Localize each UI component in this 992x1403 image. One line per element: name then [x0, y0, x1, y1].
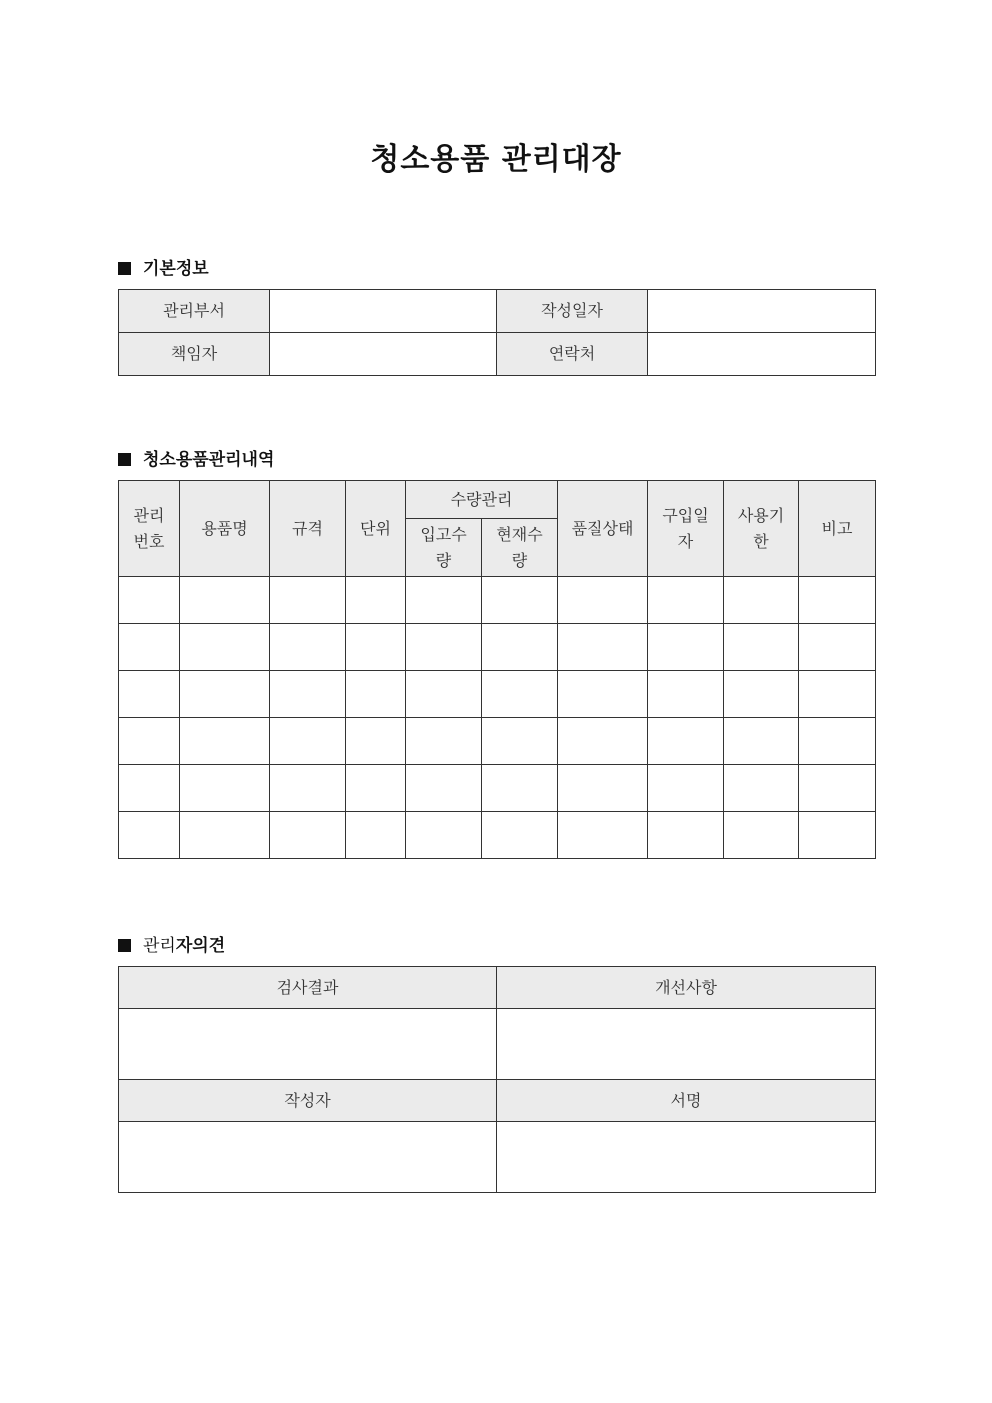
page-title: 청소용품 관리대장: [370, 142, 622, 177]
section-items-heading: [118, 445, 274, 470]
department-label: 관리부서: [119, 290, 270, 333]
basic-info-table: [118, 289, 876, 376]
signature-field[interactable]: [497, 1122, 876, 1193]
table-row: [119, 333, 876, 376]
result-label: 검사결과: [119, 967, 497, 1009]
header-name: 용품명: [180, 481, 270, 577]
table-row: [119, 624, 876, 671]
manager-label: 책임자: [119, 333, 270, 376]
table-row: [119, 671, 876, 718]
header-buy-date: 구입일 자: [648, 481, 724, 577]
table-row: [119, 1122, 876, 1193]
result-field[interactable]: [119, 1009, 497, 1080]
department-field[interactable]: [270, 290, 497, 333]
improvement-label: 개선사항: [497, 967, 876, 1009]
section-opinion-heading: [118, 931, 225, 956]
table-row: [119, 577, 876, 624]
header-spec: 규격: [270, 481, 346, 577]
section-basic-label: 기본정보: [143, 259, 209, 279]
square-bullet-icon: [118, 939, 131, 952]
section-opinion-label-bold: 자의견: [175, 936, 226, 956]
header-unit: 단위: [346, 481, 406, 577]
header-quality: 품질상태: [558, 481, 648, 577]
table-header-row: [119, 967, 876, 1009]
header-qty-in: 입고수 량: [406, 519, 482, 577]
table-header-row: [119, 481, 876, 519]
table-row: [119, 812, 876, 859]
author-field[interactable]: [119, 1122, 497, 1193]
header-expire: 사용기 한: [724, 481, 799, 577]
items-table: [118, 480, 876, 859]
section-basic-heading: [118, 254, 209, 279]
date-label: 작성일자: [497, 290, 648, 333]
header-qty-group: 수량관리: [406, 481, 558, 519]
date-field[interactable]: [648, 290, 876, 333]
square-bullet-icon: [118, 262, 131, 275]
header-qty-now: 현재수 량: [482, 519, 558, 577]
square-bullet-icon: [118, 453, 131, 466]
table-row: [119, 1009, 876, 1080]
improvement-field[interactable]: [497, 1009, 876, 1080]
header-no: 관리 번호: [119, 481, 180, 577]
contact-field[interactable]: [648, 333, 876, 376]
table-row: [119, 290, 876, 333]
section-items-label: 청소용품관리내역: [143, 450, 275, 470]
opinion-table: [118, 966, 876, 1193]
signature-label: 서명: [497, 1080, 876, 1122]
table-header-row: [119, 1080, 876, 1122]
header-note: 비고: [799, 481, 876, 577]
author-label: 작성자: [119, 1080, 497, 1122]
contact-label: 연락처: [497, 333, 648, 376]
table-row: [119, 718, 876, 765]
manager-field[interactable]: [270, 333, 497, 376]
section-opinion-label-plain: 관리: [143, 936, 176, 956]
table-row: [119, 765, 876, 812]
